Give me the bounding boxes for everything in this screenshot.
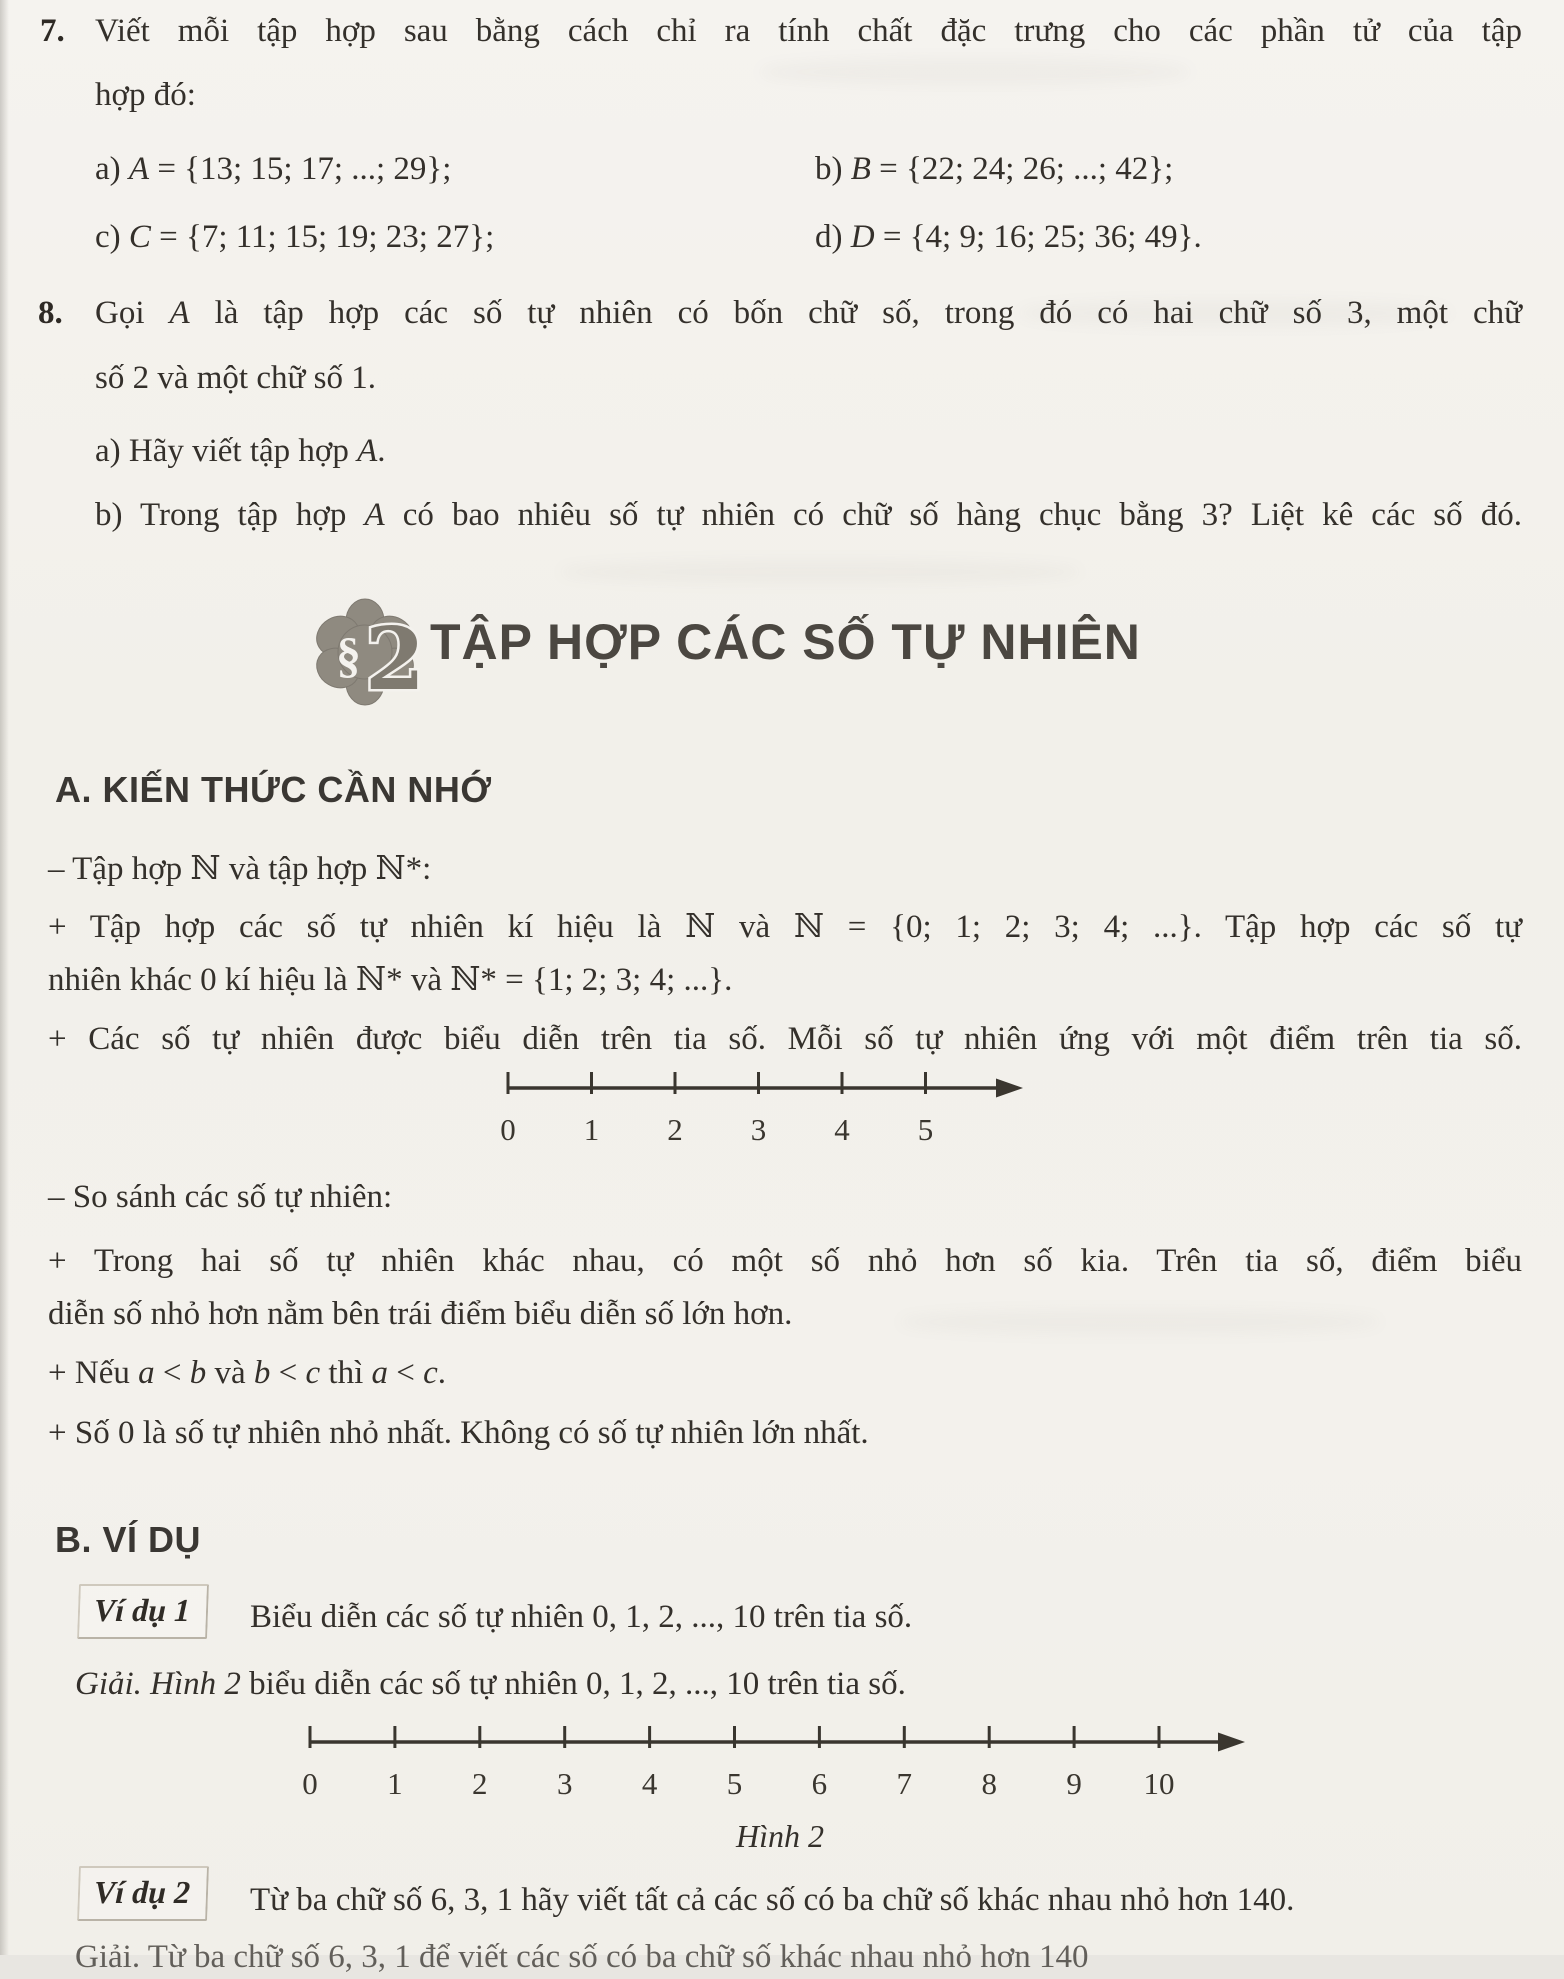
section-a-heading: A. KIẾN THỨC CẦN NHỚ <box>55 769 492 810</box>
section-b-heading: B. VÍ DỤ <box>55 1519 202 1560</box>
problem-8-number: 8. <box>38 295 63 331</box>
knowledge-line-number-ray: + Các số tự nhiên được biểu diễn trên tia số. Mỗi số tự nhiên ứng với một điểm trên tia số. <box>48 1021 1522 1057</box>
tick-label: 1 <box>583 1112 600 1147</box>
problem-7-option-d: d) D = {4; 9; 16; 25; 36; 49}. <box>815 219 1202 255</box>
scan-artifact <box>560 560 1080 584</box>
badge-section-number: 2 <box>365 609 425 710</box>
tick-label: 0 <box>302 1766 318 1801</box>
tick-label: 4 <box>834 1112 850 1147</box>
example-1-solution: Giải. Hình 2 biểu diễn các số tự nhiên 0, 1, 2, ..., 10 trên tia số. <box>75 1666 906 1702</box>
tick-label: 3 <box>556 1766 573 1801</box>
problem-8-statement-line-2: số 2 và một chữ số 1. <box>95 360 376 396</box>
number-line-figure-1 <box>488 1058 1048 1188</box>
knowledge-line-n-definition-2: nhiên khác 0 kí hiệu là ℕ* và ℕ* = {1; 2; 3; 4; ...}. <box>48 962 733 998</box>
knowledge-line-smallest: + Số 0 là số tự nhiên nhỏ nhất. Không có số tự nhiên lớn nhất. <box>48 1415 869 1451</box>
problem-8-statement-line-1: Gọi A là tập hợp các số tự nhiên có bốn chữ số, trong đó có hai chữ số 3, một chữ <box>95 295 1523 331</box>
tick-label: 0 <box>500 1112 516 1147</box>
scan-artifact <box>760 58 1190 86</box>
problem-8-part-a: a) Hãy viết tập hợp A. <box>95 433 386 469</box>
knowledge-line-compare-heading: – So sánh các số tự nhiên: <box>48 1179 393 1215</box>
knowledge-line-sets: – Tập hợp ℕ và tập hợp ℕ*: <box>48 851 432 887</box>
tick-label: 8 <box>981 1766 997 1801</box>
knowledge-line-transitivity: + Nếu a < b và b < c thì a < c. <box>48 1355 447 1391</box>
tick-label: 5 <box>726 1766 743 1801</box>
problem-8-part-b: b) Trong tập hợp A có bao nhiêu số tự nhiên có chữ số hàng chục bằng 3? Liệt kê các số đó. <box>95 497 1522 533</box>
tick-label: 9 <box>1066 1766 1082 1801</box>
problem-7-option-a: a) A = {13; 15; 17; ...; 29}; <box>95 151 452 187</box>
knowledge-line-compare-2: diễn số nhỏ hơn nằm bên trái điểm biểu diễn số lớn hơn. <box>48 1296 793 1332</box>
tick-label: 3 <box>750 1112 767 1147</box>
example-2-label: Ví dụ 2 <box>77 1866 209 1921</box>
tick-label: 5 <box>917 1112 934 1147</box>
tick-label: 10 <box>1143 1766 1175 1801</box>
problem-7-number: 7. <box>40 13 65 49</box>
arrowhead-icon <box>1218 1733 1245 1752</box>
scan-artifact <box>900 1310 1380 1334</box>
example-1-label: Ví dụ 1 <box>77 1584 209 1639</box>
tick-label: 2 <box>667 1112 683 1147</box>
problem-7-option-b: b) B = {22; 24; 26; ...; 42}; <box>815 151 1174 187</box>
tick-label: 7 <box>896 1766 913 1801</box>
bottom-clipped-solution-line: Giải. Từ ba chữ số 6, 3, 1 để viết các số có ba chữ số khác nhau nhỏ hơn 140 <box>75 1939 1089 1975</box>
section-badge-flower-icon <box>303 596 428 710</box>
problem-7-statement-line-2: hợp đó: <box>95 77 196 113</box>
tick-label: 2 <box>472 1766 488 1801</box>
knowledge-line-compare-1: + Trong hai số tự nhiên khác nhau, có một số nhỏ hơn số kia. Trên tia số, điểm biểu <box>48 1243 1522 1279</box>
arrowhead-icon <box>996 1079 1023 1098</box>
tick-label: 1 <box>387 1766 403 1801</box>
example-1-text: Biểu diễn các số tự nhiên 0, 1, 2, ..., 10 trên tia số. <box>250 1599 913 1635</box>
page-edge-shadow <box>0 0 9 1955</box>
knowledge-line-n-definition-1: + Tập hợp các số tự nhiên kí hiệu là ℕ và ℕ = {0; 1; 2; 3; 4; ...}. Tập hợp các số tự <box>48 909 1522 945</box>
problem-7-statement-line-1: Viết mỗi tập hợp sau bằng cách chỉ ra tính chất đặc trưng cho các phần tử của tập <box>95 13 1522 49</box>
chapter-title: TẬP HỢP CÁC SỐ TỰ NHIÊN <box>430 614 1141 670</box>
tick-label: 6 <box>811 1766 828 1801</box>
example-2-text: Từ ba chữ số 6, 3, 1 hãy viết tất cả các số có ba chữ số khác nhau nhỏ hơn 140. <box>250 1882 1295 1918</box>
badge-section-mark: § <box>336 627 361 683</box>
problem-7-option-c: c) C = {7; 11; 15; 19; 23; 27}; <box>95 219 495 255</box>
figure-2-caption: Hình 2 <box>736 1818 824 1854</box>
tick-label: 4 <box>641 1766 658 1801</box>
